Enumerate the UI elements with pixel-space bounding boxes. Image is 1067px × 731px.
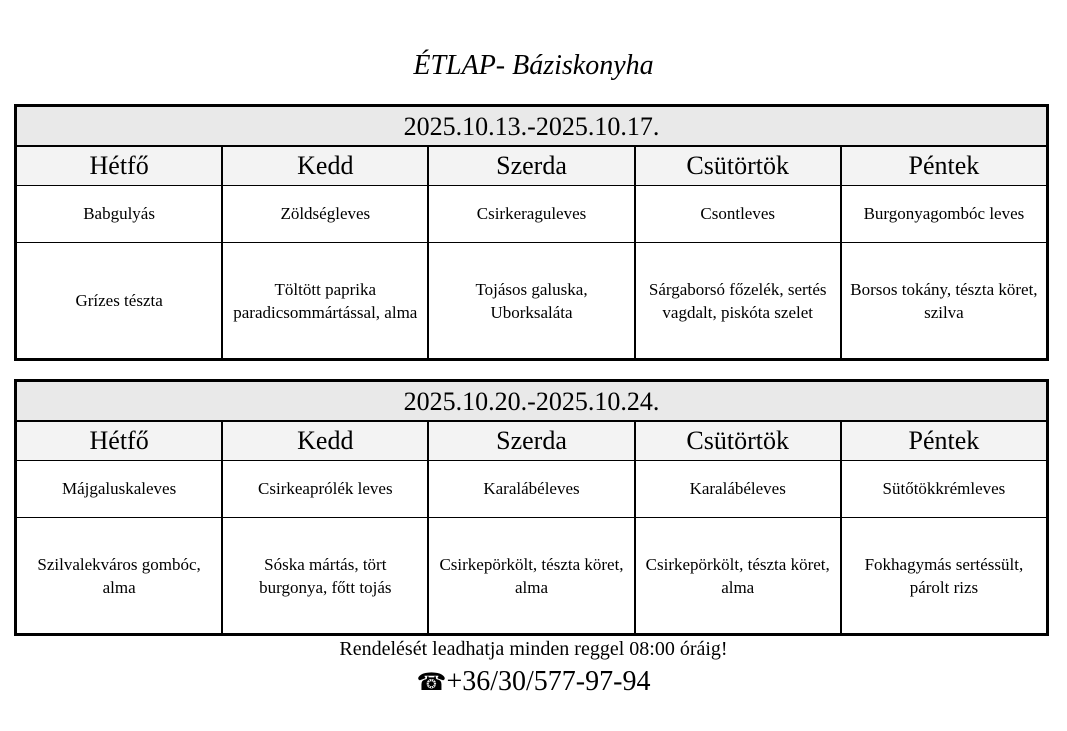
day-header-row [17, 422, 1046, 461]
day-header: Hétfő [17, 147, 223, 185]
week-table [14, 379, 1049, 636]
day-header-row [17, 147, 1046, 186]
main-course-cell: Csirkepörkölt, tészta köret, alma [429, 518, 635, 633]
main-course-row [17, 243, 1046, 358]
soup-cell: Karalábéleves [429, 461, 635, 517]
soup-cell: Burgonyagombóc leves [863, 204, 1025, 223]
main-course-cell: Szilvalekváros gombóc, alma [17, 518, 223, 633]
day-header: Kedd [223, 147, 429, 185]
soup-cell: Karalábéleves [636, 461, 842, 517]
day-header: Szerda [429, 422, 635, 460]
soup-cell: Zöldségleves [223, 186, 429, 242]
soup-cell: Csirkeaprólék leves [223, 461, 429, 517]
day-header: Hétfő [17, 422, 223, 460]
order-note: Rendelését leadhatja minden reggel 08:00 óráig! [339, 638, 728, 660]
soup-cell: Babgulyás [17, 186, 223, 242]
day-header: Péntek [908, 151, 980, 180]
main-course-cell: Csirkepörkölt, tészta köret, alma [636, 518, 842, 633]
day-header: Csütörtök [636, 422, 842, 460]
telephone-icon: ☎ [416, 668, 447, 696]
phone-number: +36/30/577-97-94 [446, 666, 651, 697]
page-title: ÉTLAP- Báziskonyha [413, 50, 654, 81]
soup-row [17, 461, 1046, 518]
main-course-cell: Töltött paprika paradicsommártással, alma [223, 243, 429, 358]
day-header: Kedd [223, 422, 429, 460]
day-header: Csütörtök [636, 147, 842, 185]
main-course-cell: Fokhagymás sertéssült, párolt rizs [864, 554, 1024, 597]
soup-cell: Májgaluskaleves [17, 461, 223, 517]
main-course-row [17, 518, 1046, 633]
main-course-cell: Grízes tészta [17, 243, 223, 358]
day-header: Péntek [908, 426, 980, 455]
main-course-cell: Sárgaborsó főzelék, sertés vagdalt, piskóta szelet [636, 243, 842, 358]
week-date-range: 2025.10.13.-2025.10.17. [17, 107, 1046, 147]
phone-number-line [0, 665, 1067, 699]
week-date-range: 2025.10.20.-2025.10.24. [17, 382, 1046, 422]
week-table [14, 104, 1049, 361]
main-course-cell: Borsos tokány, tészta köret, szilva [850, 279, 1038, 322]
soup-cell: Csontleves [636, 186, 842, 242]
main-course-cell: Tojásos galuska, Uborksaláta [429, 243, 635, 358]
soup-cell: Csirkeraguleves [429, 186, 635, 242]
soup-cell: Sütőtökkrémleves [882, 479, 1006, 498]
soup-row [17, 186, 1046, 243]
main-course-cell: Sóska mártás, tört burgonya, főtt tojás [223, 518, 429, 633]
day-header: Szerda [429, 147, 635, 185]
